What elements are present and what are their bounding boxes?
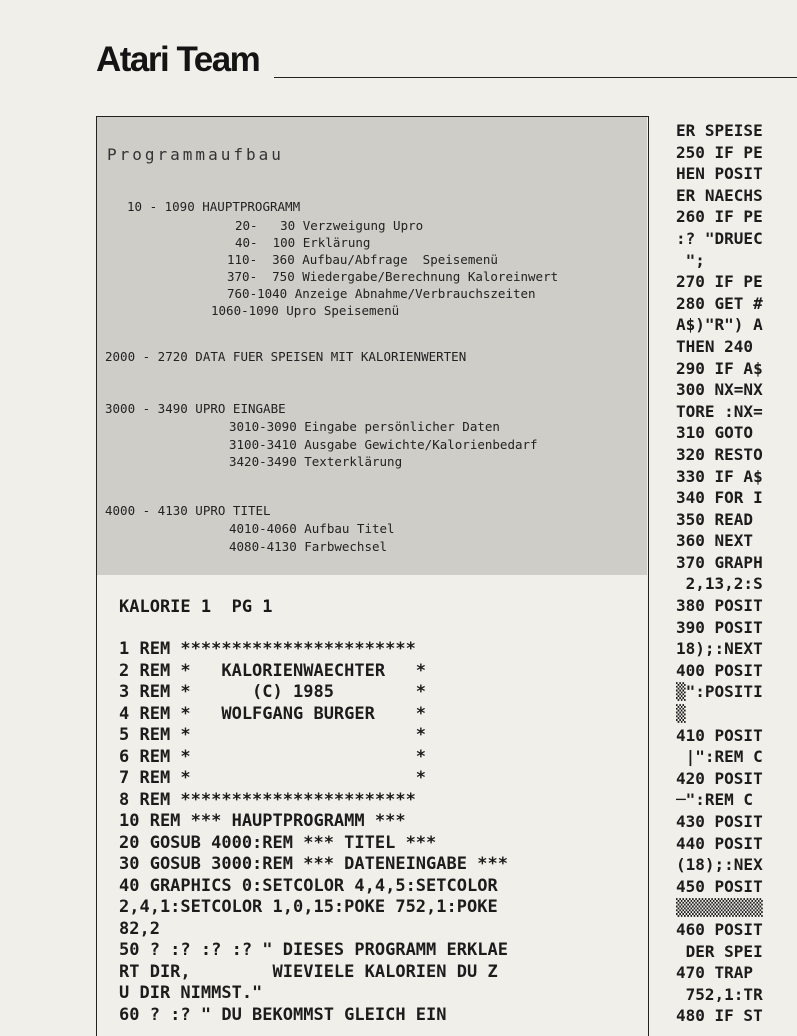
- page-header-title: Atari Team: [96, 40, 260, 79]
- right-code-line: 440 POSIT: [676, 833, 763, 853]
- code-line: 30 GOSUB 3000:REM *** DATENEINGABE ***: [119, 854, 508, 874]
- right-code-line: 18);:NEXT: [676, 639, 763, 659]
- right-code-line: 752,1:TR: [676, 984, 763, 1004]
- right-code-line: 370 GRAPH: [676, 552, 763, 572]
- code-line: 8 REM ***********************: [119, 789, 416, 810]
- overview-line: 40- 100 Erklärung: [235, 235, 371, 250]
- code-line: 1 REM ***********************: [119, 639, 416, 659]
- basic-listing: [119, 597, 639, 1026]
- listing-lines: [119, 639, 639, 1026]
- right-code-line: 340 FOR I: [676, 488, 763, 508]
- code-line: 5 REM * *: [119, 725, 427, 745]
- right-code-line: ER NAECHS: [676, 185, 763, 205]
- code-line: 2,4,1:SETCOLOR 1,0,15:POKE 752,1:POKE: [119, 897, 498, 917]
- right-code-line: 310 GOTO: [676, 423, 763, 443]
- right-code-line: 270 IF PE: [676, 272, 763, 292]
- header-rule: [274, 77, 797, 78]
- right-code-line: 400 POSIT: [676, 660, 763, 680]
- right-code-line: 2,13,2:S: [676, 574, 763, 594]
- left-panel: [96, 116, 649, 1036]
- right-code-line: (18);:NEX: [676, 855, 763, 875]
- right-code-line: 460 POSIT: [676, 919, 763, 939]
- right-code-line: 330 IF A$: [676, 466, 763, 486]
- right-listing-column: [676, 120, 797, 1024]
- right-code-line: ▒▒▒▒▒▒▒▒▒: [676, 898, 763, 918]
- right-code-line: ";: [676, 250, 705, 270]
- overview-line: 20- 30 Verzweigung Upro: [235, 218, 424, 233]
- code-line: 82,2: [119, 918, 160, 939]
- right-code-line: 470 TRAP: [676, 963, 763, 983]
- right-code-line: 280 GET #: [676, 293, 763, 313]
- right-code-line: 480 IF ST: [676, 1006, 763, 1024]
- right-code-line: A$)"R") A: [676, 315, 763, 335]
- right-code-line: 250 IF PE: [676, 142, 763, 162]
- code-line: 4 REM * WOLFGANG BURGER *: [119, 703, 427, 724]
- overview-line: 110- 360 Aufbau/Abfrage Speisemenü: [227, 252, 498, 267]
- right-code-line: 380 POSIT: [676, 596, 763, 616]
- overview-line: 370- 750 Wiedergabe/Berechnung Kaloreinwert: [227, 269, 559, 284]
- code-line: 60 ? :? " DU BEKOMMST GLEICH EIN: [119, 1004, 447, 1025]
- overview-line: 3420-3490 Texterklärung: [229, 454, 403, 469]
- listing-title: KALORIE 1 PG 1: [119, 597, 273, 617]
- code-line: 10 REM *** HAUPTPROGRAMM ***: [119, 811, 406, 831]
- overview-title: Programmaufbau: [107, 145, 284, 164]
- right-code-line: ─":REM C: [676, 790, 754, 810]
- overview-line: 2000 - 2720 DATA FUER SPEISEN MIT KALORIENWERTEN: [105, 349, 467, 364]
- right-code-line: ▒: [676, 704, 686, 724]
- right-code-line: |":REM C: [676, 747, 763, 767]
- code-line: 7 REM * *: [119, 768, 427, 788]
- code-line: 50 ? :? :? :? " DIESES PROGRAMM ERKLAE: [119, 940, 508, 960]
- right-code-line: 260 IF PE: [676, 207, 763, 227]
- overview-line: 1060-1090 Upro Speisemenü: [211, 303, 400, 318]
- right-code-line: 360 NEXT: [676, 531, 763, 551]
- overview-line: 10 - 1090 HAUPTPROGRAMM: [127, 199, 301, 214]
- overview-line: 760-1040 Anzeige Abnahme/Verbrauchszeiten: [227, 286, 536, 301]
- code-line: 40 GRAPHICS 0:SETCOLOR 4,4,5:SETCOLOR: [119, 875, 498, 896]
- overview-line: 4010-4060 Aufbau Titel: [229, 521, 395, 536]
- overview-line: 3010-3090 Eingabe persönlicher Daten: [229, 419, 500, 434]
- right-code-line: 320 RESTO: [676, 444, 763, 464]
- overview-line: 3000 - 3490 UPRO EINGABE: [105, 401, 286, 416]
- code-line: U DIR NIMMST.": [119, 983, 263, 1003]
- right-code-line: 350 READ: [676, 509, 763, 529]
- right-code-line: 450 POSIT: [676, 876, 763, 896]
- right-code-line: :? "DRUEC: [676, 228, 763, 248]
- right-code-line: HEN POSIT: [676, 164, 763, 184]
- overview-line: 4080-4130 Farbwechsel: [229, 539, 388, 554]
- right-code-line: 300 NX=NX: [676, 380, 763, 400]
- right-code-line: ER SPEISE: [676, 121, 763, 140]
- right-code-line: ▒":POSITI: [676, 682, 763, 702]
- code-line: 6 REM * *: [119, 746, 427, 767]
- code-line: 3 REM * (C) 1985 *: [119, 682, 427, 702]
- code-line: 2 REM * KALORIENWAECHTER *: [119, 660, 427, 681]
- right-code-line: 410 POSIT: [676, 725, 763, 745]
- code-line: RT DIR, WIEVIELE KALORIEN DU Z: [119, 961, 498, 982]
- overview-line: 4000 - 4130 UPRO TITEL: [105, 503, 271, 518]
- right-code-line: 430 POSIT: [676, 812, 763, 831]
- right-code-line: 420 POSIT: [676, 768, 763, 788]
- code-line: 20 GOSUB 4000:REM *** TITEL ***: [119, 832, 437, 853]
- program-overview-box: [97, 117, 647, 575]
- right-code-line: DER SPEI: [676, 941, 763, 961]
- right-code-line: THEN 240: [676, 336, 754, 356]
- overview-line: 3100-3410 Ausgabe Gewichte/Kalorienbedarf: [229, 437, 538, 452]
- right-code-line: 290 IF A$: [676, 358, 763, 378]
- right-code-line: 390 POSIT: [676, 617, 763, 637]
- right-code-line: TORE :NX=: [676, 401, 763, 421]
